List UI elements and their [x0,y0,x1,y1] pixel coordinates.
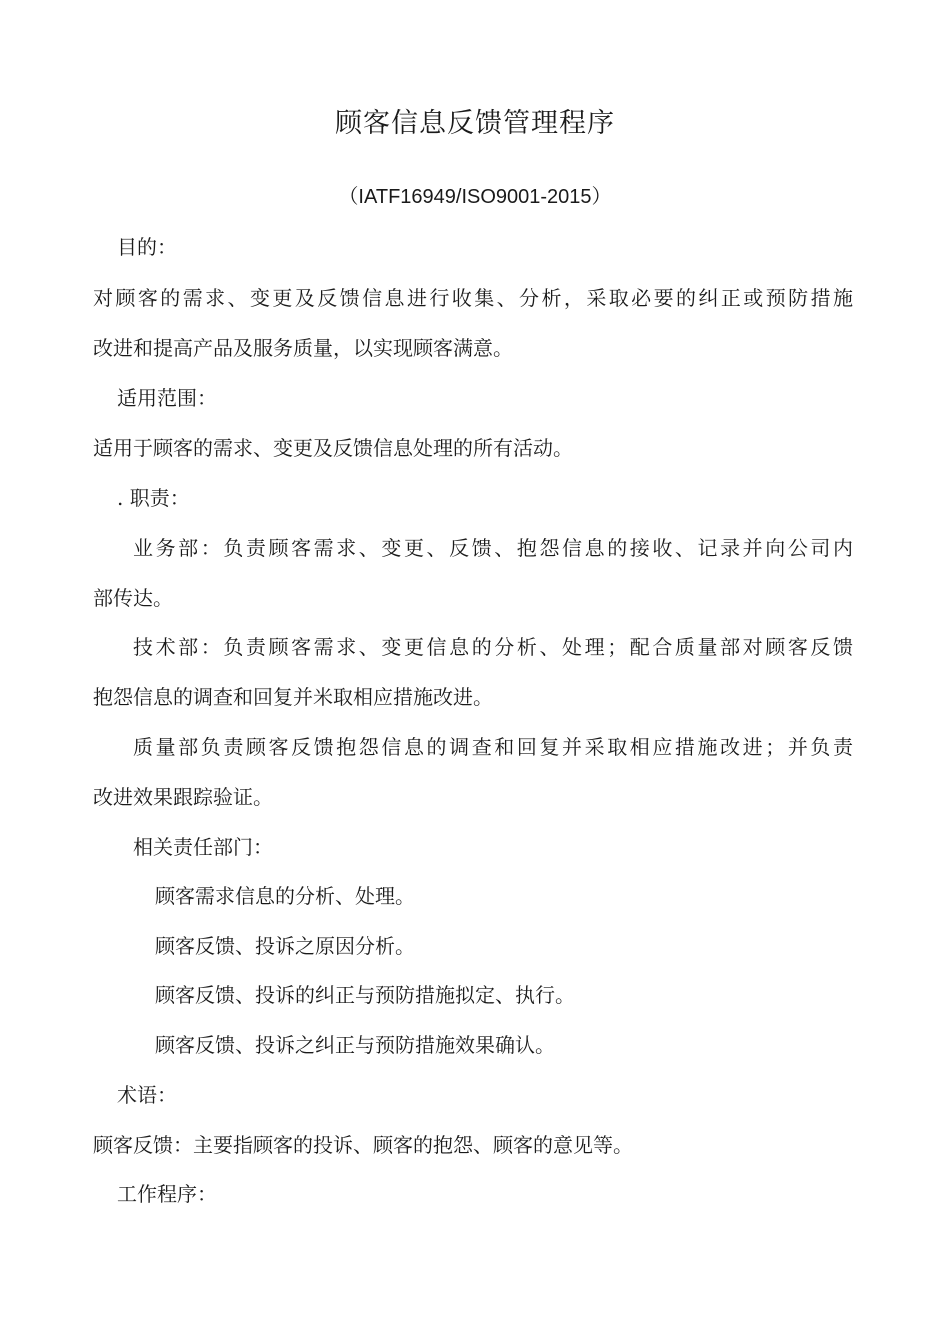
tech-duty-line-2: 抱怨信息的调查和回复并米取相应措施改进。 [93,685,493,709]
purpose-heading: 目的： [117,235,177,259]
document-subtitle: （IATF16949/ISO9001-2015） [338,186,612,208]
terms-text: 顾客反馈：主要指顾客的投诉、顾客的抱怨、顾客的意见等。 [93,1133,633,1157]
related-item: 顾客需求信息的分析、处理。 [155,884,415,908]
related-item: 顾客反馈、投诉之原因分析。 [155,934,415,958]
scope-heading: 适用范围： [117,386,217,410]
purpose-text-line-2: 改进和提高产品及服务质量，以实现顾客满意。 [93,336,513,360]
procedure-heading: 工作程序： [117,1182,217,1206]
quality-duty-line-2: 改进效果跟踪验证。 [93,785,273,809]
sales-duty-line-2: 部传达。 [93,586,173,610]
sales-duty-line-1: 业务部：负责顾客需求、变更、反馈、抱怨信息的接收、记录并向公司内 [133,536,853,560]
quality-duty-line-1: 质量部负责顾客反馈抱怨信息的调查和回复并采取相应措施改进；并负责 [133,735,853,759]
duties-heading: . 职责： [117,486,190,510]
purpose-text-line-1: 对顾客的需求、变更及反馈信息进行收集、分析，采取必要的纠正或预防措施 [93,286,853,310]
related-item: 顾客反馈、投诉的纠正与预防措施拟定、执行。 [155,983,575,1007]
document-title: 顾客信息反馈管理程序 [335,108,615,139]
tech-duty-line-1: 技术部：负责顾客需求、变更信息的分析、处理；配合质量部对顾客反馈 [133,635,853,659]
scope-text: 适用于顾客的需求、变更及反馈信息处理的所有活动。 [93,436,573,460]
related-departments-heading: 相关责任部门： [133,835,273,859]
related-item: 顾客反馈、投诉之纠正与预防措施效果确认。 [155,1033,555,1057]
terms-heading: 术语： [117,1083,177,1107]
